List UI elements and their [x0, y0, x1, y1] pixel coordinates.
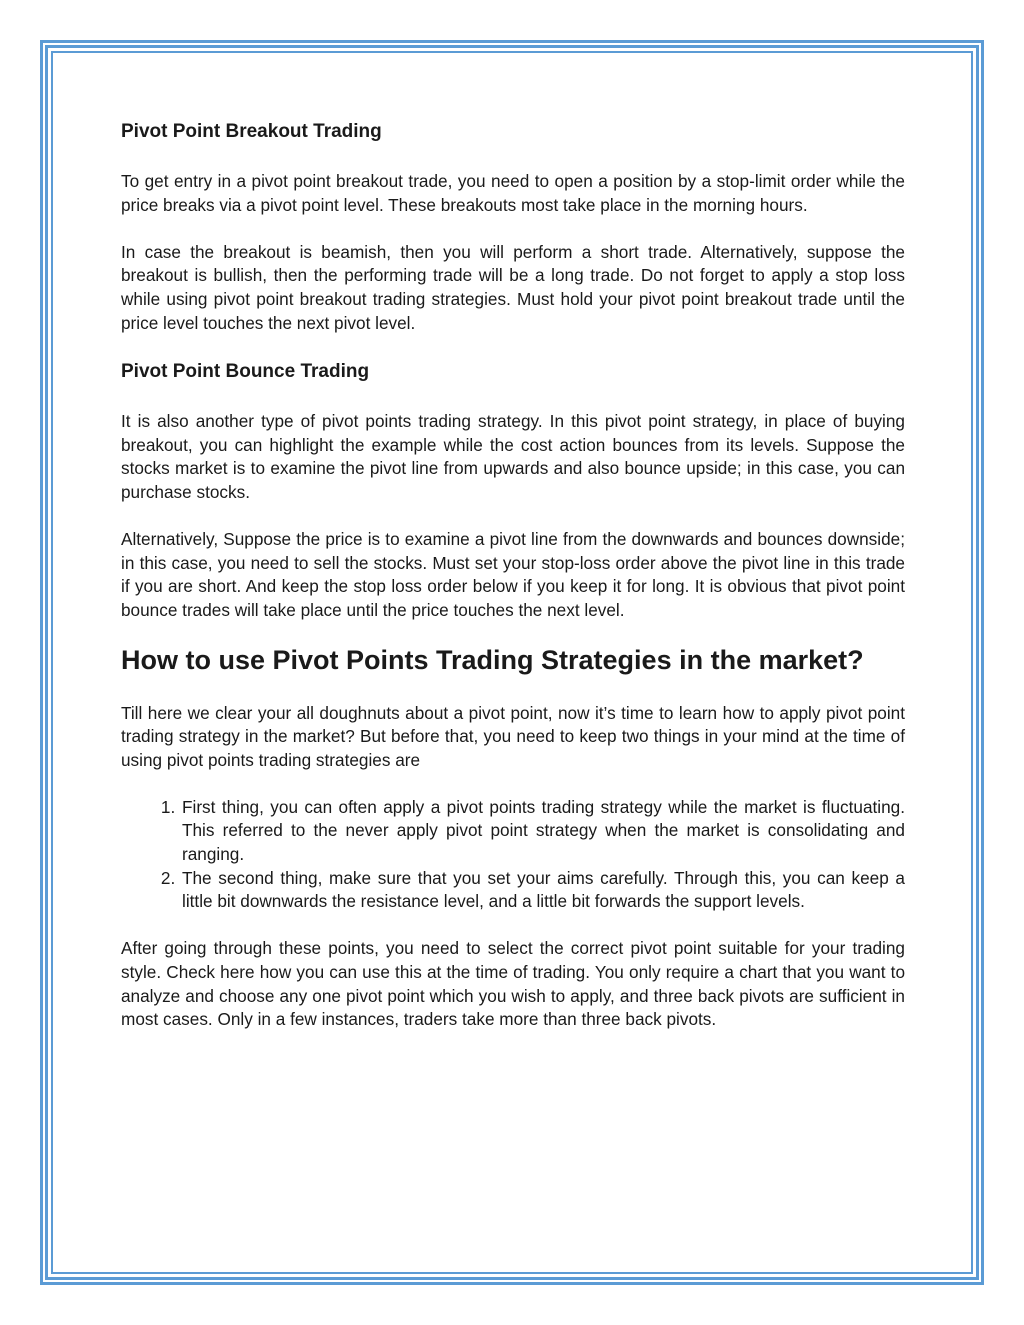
section-heading-breakout: Pivot Point Breakout Trading [121, 121, 382, 142]
paragraph-bounce-intro: It is also another type of pivot points trading strategy. In this pivot point strategy, in place of buying breakout, you can highlight the example while the cost action bounces from its levels. Suppose the stocks market is to examine the pivot line from upwards and also bounce upside; in this case, you can purchase stocks. [121, 411, 905, 502]
paragraph-breakout-entry: To get entry in a pivot point breakout trade, you need to open a position by a stop-limit order while the price breaks via a pivot point level. These breakouts most take place in the morning hours. [121, 171, 905, 215]
numbered-list [121, 796, 905, 914]
list-item: 1. First thing, you can often apply a pivot points trading strategy while the market is fluctuating. This referred to the never apply pivot point strategy when the market is consolidating and ranging. [180, 796, 905, 867]
document-body [121, 118, 905, 1032]
section-heading-how-to-use: How to use Pivot Points Trading Strategies in the market? [121, 644, 864, 675]
paragraph-how-to-use-intro: Till here we clear your all doughnuts about a pivot point, now it’s time to learn how to apply pivot point trading strategy in the market? But before that, you need to keep two things in your mind at the time of using pivot points trading strategies are [121, 702, 905, 770]
list-item: 2. The second thing, make sure that you set your aims carefully. Through this, you can keep a little bit downwards the resistance level, and a little bit forwards the support levels. [180, 867, 905, 914]
section-heading-bounce: Pivot Point Bounce Trading [121, 361, 370, 383]
paragraph-breakout-direction: In case the breakout is beamish, then you will perform a short trade. Alternatively, suppose the breakout is bullish, then the performing trade will be a long trade. Do not forget to apply a stop loss while using pivot point breakout trading strategies. Must hold your pivot point breakout trade until the price level touches the next pivot level. [121, 241, 905, 333]
paragraph-closing: After going through these points, you need to select the correct pivot point suitable for your trading style. Check here how you can use this at the time of trading. You only require a chart that you want to analyze and choose any one pivot point which you wish to apply, and three back pivots are sufficient in most cases. Only in a few instances, traders take more than three back pivots. [121, 938, 905, 1030]
paragraph-bounce-alternative: Alternatively, Suppose the price is to examine a pivot line from the downwards and bounces downside; in this case, you need to sell the stocks. Must set your stop-loss order above the pivot line in this trade if you are short. And keep the stop loss order below if you keep it for long. It is obvious that pivot point bounce trades will take place until the price touches the next level. [121, 529, 905, 620]
